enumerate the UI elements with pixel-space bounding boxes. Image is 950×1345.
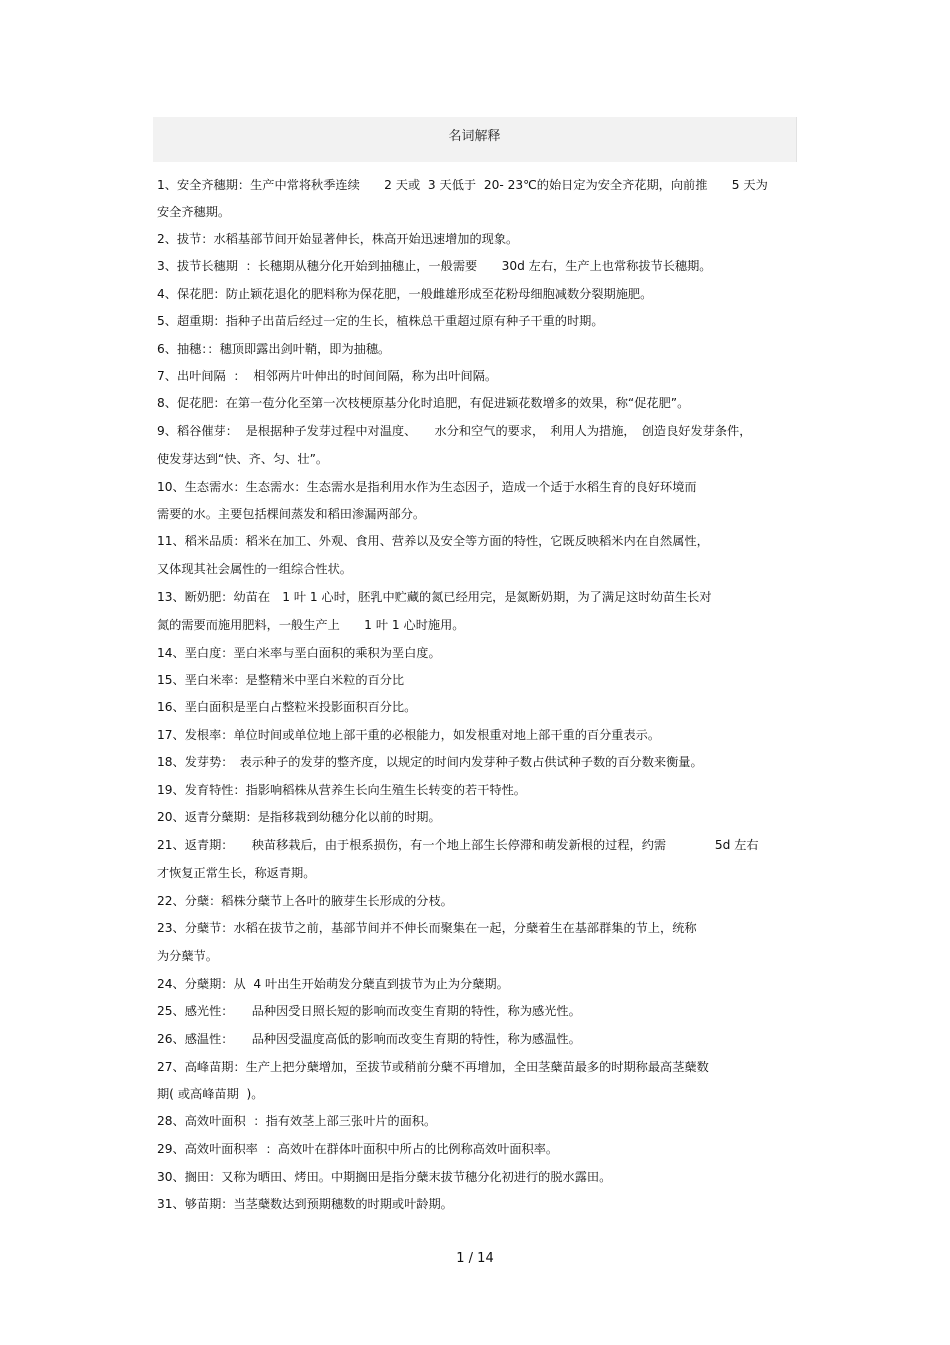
definition-line: 14、垩白度：垩白米率与垩白面积的乘积为垩白度。 [157, 646, 441, 660]
definition-line: 24、分蘖期：从 4 叶出生开始萌发分蘖直到拔节为止为分蘖期。 [157, 977, 509, 991]
definition-line: 23、分蘖节：水稻在拔节之前，基部节间并不伸长而聚集在一起，分蘖着生在基部群集的节上，统称 [157, 921, 697, 935]
definition-line: 30、搁田：又称为晒田、烤田。中期搁田是指分蘖末拔节穗分化初进行的脱水露田。 [157, 1170, 612, 1184]
definition-line: 26、感温性： 品种因受温度高低的影响而改变生育期的特性，称为感温性。 [157, 1032, 581, 1046]
definition-line: 6、抽穗：：穗顶即露出剑叶鞘，即为抽穗。 [157, 342, 391, 356]
definition-line: 25、感光性： 品种因受日照长短的影响而改变生育期的特性，称为感光性。 [157, 1004, 581, 1018]
definition-line: 氮的需要而施用肥料，一般生产上 1 叶 1 心时施用。 [157, 618, 465, 632]
definition-line: 期( 或高峰苗期 )。 [157, 1087, 264, 1101]
definition-line: 16、垩白面积是垩白占整粒米投影面积百分比。 [157, 700, 417, 714]
definition-line: 5、超重期：指种子出苗后经过一定的生长，植株总干重超过原有种子干重的时期。 [157, 314, 604, 328]
definition-line: 7、出叶间隔 ： 相邻两片叶伸出的时间间隔，称为出叶间隔。 [157, 369, 498, 383]
definition-line: 11、稻米品质：稻米在加工、外观、食用、营养以及安全等方面的特性，它既反映稻米内在自然属性， [157, 534, 709, 548]
definition-line: 19、发育特性：指影响稻株从营养生长向生殖生长转变的若干特性。 [157, 783, 526, 797]
definition-line: 22、分蘖：稻株分蘖节上各叶的腋芽生长形成的分枝。 [157, 894, 453, 908]
definition-line: 17、发根率：单位时间或单位地上部干重的必根能力，如发根重对地上部干重的百分重表示。 [157, 728, 661, 742]
definition-line: 为分蘖节。 [157, 949, 218, 963]
definition-line: 10、生态需水：生态需水：生态需水是指利用水作为生态因子，造成一个适于水稻生育的良好环境而 [157, 480, 697, 494]
definition-line: 18、发芽势： 表示种子的发芽的整齐度，以规定的时间内发芽种子数占供试种子数的百分数来衡量。 [157, 755, 703, 769]
definition-line: 又体现其社会属性的一组综合性状。 [157, 562, 352, 576]
definition-line: 2、拔节：水稻基部节间开始显著伸长，株高开始迅速增加的现象。 [157, 232, 519, 246]
definition-line: 3、拔节长穗期 ：长穗期从穗分化开始到抽穗止，一般需要 30d 左右，生产上也常称拔节长穗期。 [157, 259, 712, 273]
definition-line: 15、垩白米率：是整精米中垩白米粒的百分比 [157, 673, 405, 687]
page-title: 名词解释 [448, 129, 501, 144]
definition-line: 需要的水。主要包括棵间蒸发和稻田渗漏两部分。 [157, 507, 426, 521]
definition-line: 20、返青分蘖期：是指移栽到幼穗分化以前的时期。 [157, 810, 441, 824]
definition-line: 9、稻谷催芽： 是根据种子发芽过程中对温度、 水分和空气的要求， 利用人为措施， 创造良好发芽条件， [157, 424, 752, 438]
definition-line: 21、返青期： 秧苗移栽后，由于根系损伤，有一个地上部生长停滞和萌发新根的过程，约需 5d 左右 [157, 838, 759, 852]
page-number: 1 / 14 [456, 1251, 494, 1266]
definition-line: 使发芽达到“快、齐、匀、壮”。 [157, 452, 329, 466]
definition-line: 29、高效叶面积率 ：高效叶在群体叶面积中所占的比例称高效叶面积率。 [157, 1142, 559, 1156]
definition-line: 31、够苗期：当茎蘖数达到预期穗数的时期或叶龄期。 [157, 1197, 453, 1211]
definition-line: 才恢复正常生长，称返青期。 [157, 866, 316, 880]
definition-line: 8、促花肥：在第一苞分化至第一次枝梗原基分化时追肥，有促进颖花数增多的效果，称“促花肥”。 [157, 396, 690, 410]
definition-line: 28、高效叶面积 ：指有效茎上部三张叶片的面积。 [157, 1114, 437, 1128]
definition-line: 13、断奶肥：幼苗在 1 叶 1 心时，胚乳中贮藏的氮已经用完，是氮断奶期，为了满足这时幼苗生长对 [157, 590, 712, 604]
definition-line: 27、高峰苗期：生产上把分蘖增加，至拔节或稍前分蘖不再增加，全田茎蘖苗最多的时期称最高茎蘖数 [157, 1060, 709, 1074]
definition-line: 1、安全齐穗期：生产中常将秋季连续 2 天或 3 天低于 20- 23℃的始日定为安全齐花期，向前推 5 天为 [157, 178, 768, 192]
definition-line: 安全齐穗期。 [157, 205, 231, 219]
definition-line: 4、保花肥：防止颖花退化的肥料称为保花肥，一般雌雄形成至花粉母细胞减数分裂期施肥。 [157, 287, 653, 301]
